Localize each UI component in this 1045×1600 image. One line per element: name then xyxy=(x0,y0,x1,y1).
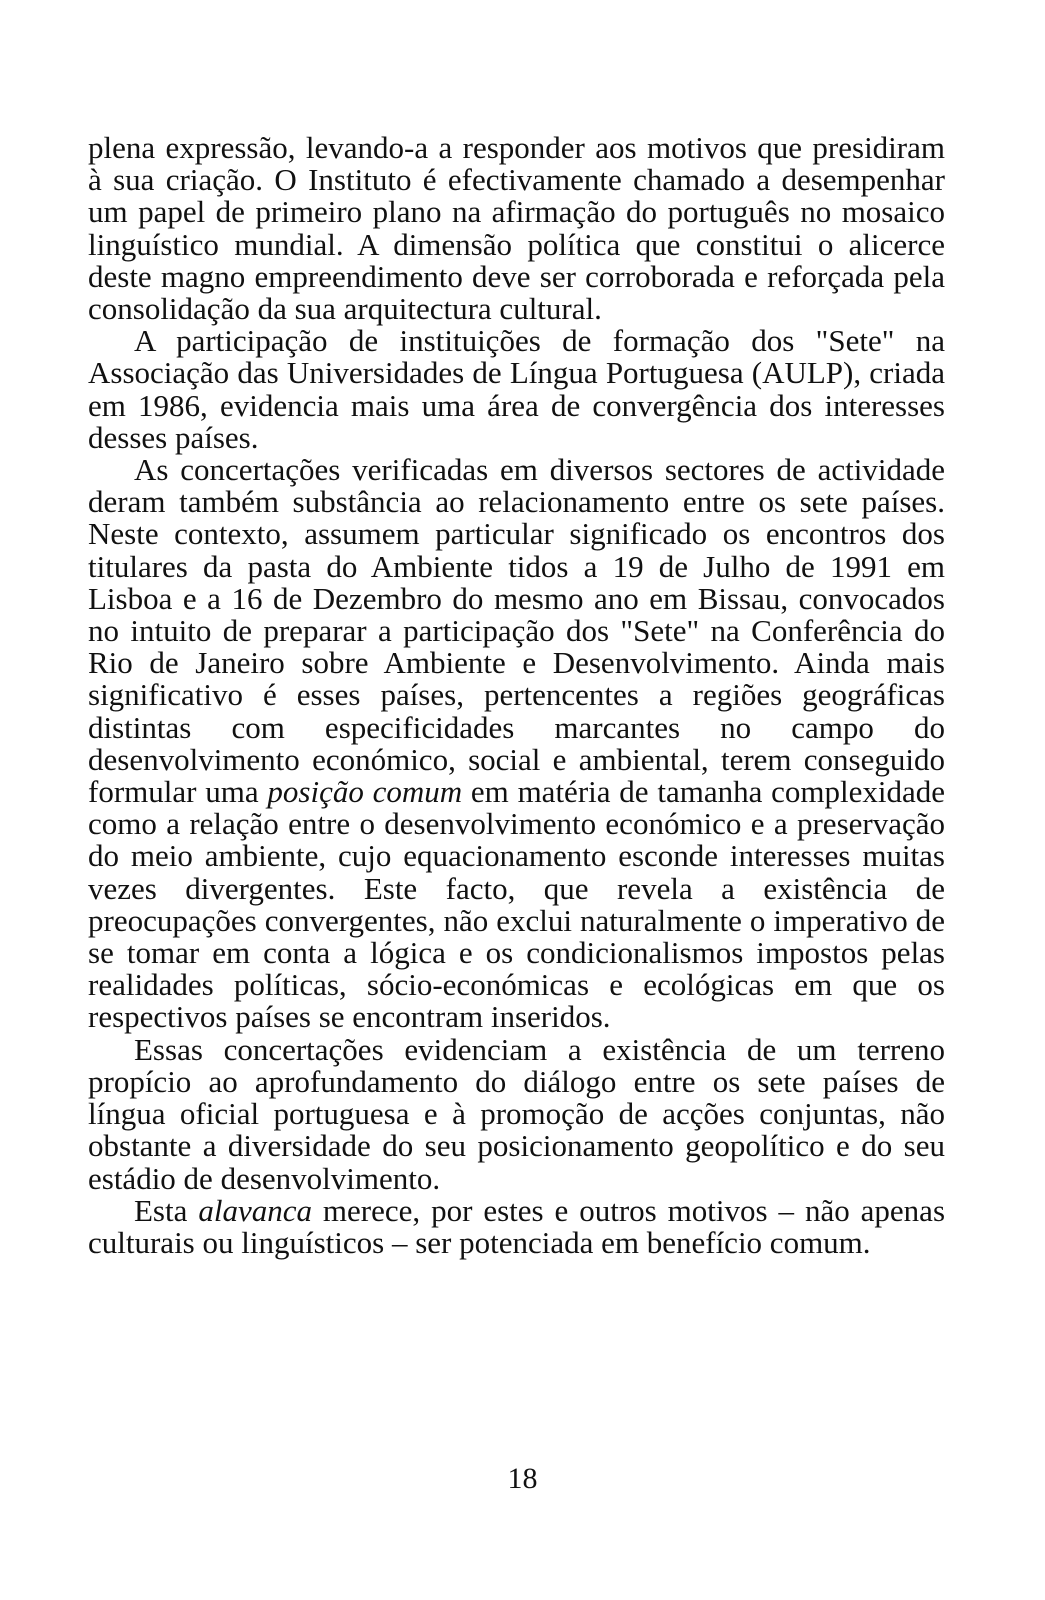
paragraph-1 xyxy=(88,132,945,325)
paragraph-text: plena expressão, levando-a a responder aos motivos que presidiram à sua criação. O Instituto é efectivamente chamado a desempenhar um papel de primeiro plano na afirmação do português no mosaico linguístico mundial. A dimensão política que constitui o alicerce deste magno empreendimento deve ser corroborada e reforçada pela consolidação da sua arquitectura cultural. xyxy=(88,130,945,327)
paragraph-4 xyxy=(88,1031,945,1196)
paragraph-3 xyxy=(88,454,945,1034)
paragraph-text: merece, por estes e outros motivos – não apenas culturais ou linguísticos – ser potenciada em benefício comum. xyxy=(88,1192,946,1260)
paragraph-text: Esta xyxy=(134,1192,199,1228)
paragraph-2 xyxy=(88,325,945,454)
page-number: 18 xyxy=(507,1462,538,1495)
paragraph-text: em matéria de tamanha complexidade como a relação entre o desenvolvimento económico e a preservação do meio ambiente, cujo equacionamento esconde interesses muitas vezes divergentes. Este facto, que revela a existência de preocupações convergentes, não exclui naturalmente o imperativo de se tomar em conta a lógica e os condicionalismos impostos pelas realidades políticas, sócio-económicas e ecológicas em que os respectivos países se encontram inseridos. xyxy=(88,774,945,1035)
paragraph-5 xyxy=(88,1192,946,1260)
paragraph-text: Essas concertações evidenciam a existência de um terreno propício ao aprofundamento do diálogo entre os sete países de língua oficial portuguesa e à promoção de acções conjuntas, não obstante a diversidade do seu posicionamento geopolítico e do seu estádio de desenvolvimento. xyxy=(88,1031,945,1196)
emphasis-text: posição comum xyxy=(267,774,463,810)
paragraph-text: As concertações verificadas em diversos sectores de actividade deram também substância ao relacionamento entre os sete países. Neste contexto, assumem particular significado os encontros dos titulares da pasta do Ambiente tidos a 19 de Julho de 1991 em Lisboa e a 16 de Dezembro do mesmo ano em Bissau, convocados no intuito de preparar a participação dos "Sete" na Conferência do Rio de Janeiro sobre Ambiente e Desenvolvimento. Ainda mais significativo é esses países, pertencentes a regiões geográficas distintas com especificidades marcantes no campo do desenvolvimento económico, social e ambiental, terem conseguido formular uma xyxy=(88,452,945,810)
paragraph-text: A participação de instituições de formação dos "Sete" na Associação das Universidades de Língua Portuguesa (AULP), criada em 1986, evidencia mais uma área de convergência dos interesses desses países. xyxy=(88,323,945,455)
page-body xyxy=(88,132,945,1259)
emphasis-text: alavanca xyxy=(198,1192,312,1228)
